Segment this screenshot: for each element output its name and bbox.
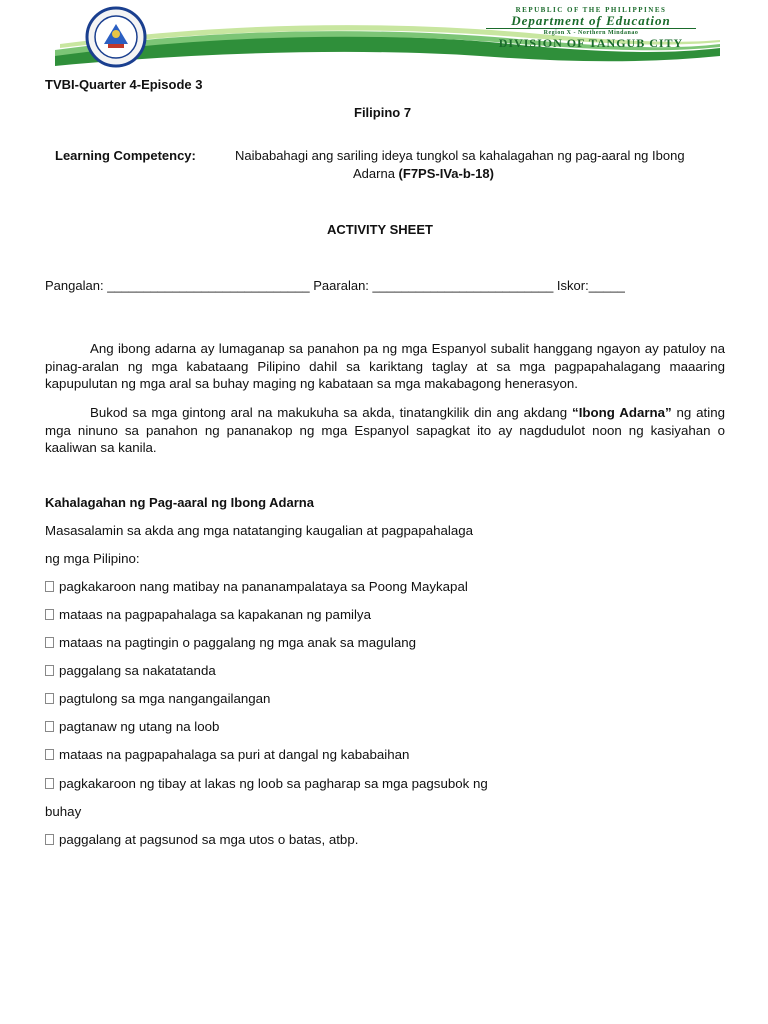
header-division: DIVISION OF TANGUB CITY [498,36,684,50]
list-item-continuation: buhay [45,804,82,819]
competency-text-line2: Adarna (F7PS-IVa-b-18) [353,166,494,181]
section-intro-line2: ng mga Pilipino: [45,551,140,566]
header-region: Region X - Northern Mindanao [543,30,639,36]
school-field[interactable]: _________________________ [372,278,554,293]
checkbox-icon [45,693,54,704]
list-item: paggalang sa nakatatanda [45,662,216,679]
header-republic: REPUBLIC OF THE PHILIPPINES [515,6,667,14]
competency-text-line1: Naibabahagi ang sariling ideya tungkol sa kahalagahan ng pag-aaral ng Ibong [235,148,685,163]
name-label: Pangalan: [45,278,104,293]
student-info-form [45,277,625,294]
checkbox-icon [45,778,54,789]
ibong-adarna-title: “Ibong Adarna” [572,405,672,420]
score-field[interactable]: _____ [588,278,625,293]
header-department: Department of Education [486,14,696,29]
list-item: pagtanaw ng utang na loob [45,718,219,735]
checkbox-icon [45,721,54,732]
list-item: paggalang at pagsunod sa mga utos o batas, atbp. [45,831,358,848]
score-label: Iskor: [556,278,589,293]
list-item: mataas na pagtingin o paggalang ng mga anak sa magulang [45,634,416,651]
paragraph-2: Bukod sa mga gintong aral na makukuha sa akda, tinatangkilik din ang akdang “Ibong Adarna” ng ating mga ninuno sa panahon ng pananakop ng mga Espanyol sapagkat ito ay nagdudulot noon ng kasiyahan o kaaliwan sa kanila. [45,405,725,455]
section-heading: Kahalagahan ng Pag-aaral ng Ibong Adarna [45,495,314,510]
list-item: pagkakaroon ng tibay at lakas ng loob sa pagharap sa mga pagsubok ng [45,775,488,792]
competency-label: Learning Competency: [55,148,196,163]
checkbox-icon [45,749,54,760]
list-item: mataas na pagpapahalaga sa puri at dangal ng kababaihan [45,746,409,763]
activity-sheet-title: ACTIVITY SHEET [327,222,433,237]
checkbox-icon [45,581,54,592]
checkbox-icon [45,637,54,648]
checkbox-icon [45,665,54,676]
list-item: pagtulong sa mga nangangailangan [45,690,270,707]
header-agency-block [486,6,696,50]
checkbox-icon [45,609,54,620]
list-item: mataas na pagpapahalaga sa kapakanan ng pamilya [45,606,371,623]
header-banner [0,0,768,75]
name-field[interactable]: ____________________________ [107,278,310,293]
competency-code: (F7PS-IVa-b-18) [398,166,494,181]
school-label: Paaralan: [313,278,369,293]
section-intro-line1: Masasalamin sa akda ang mga natatanging kaugalian at pagpapahalaga [45,523,474,538]
subject-title: Filipino 7 [354,105,412,120]
episode-label: TVBI-Quarter 4-Episode 3 [45,77,203,92]
checkbox-icon [45,834,54,845]
list-item: pagkakaroon nang matibay na pananampalataya sa Poong Maykapal [45,578,468,595]
paragraph-1: Ang ibong adarna ay lumaganap sa panahon pa ng mga Espanyol subalit hanggang ngayon ay patuloy na pinag-aralan ng mga kabataang Pilipino dahil sa kariktang taglay at sa mga pagpapahalagang maaaring kapupulutan ng mga aral sa buhay maging ng kabataan sa mga makabagong henerasyon. [45,341,725,391]
